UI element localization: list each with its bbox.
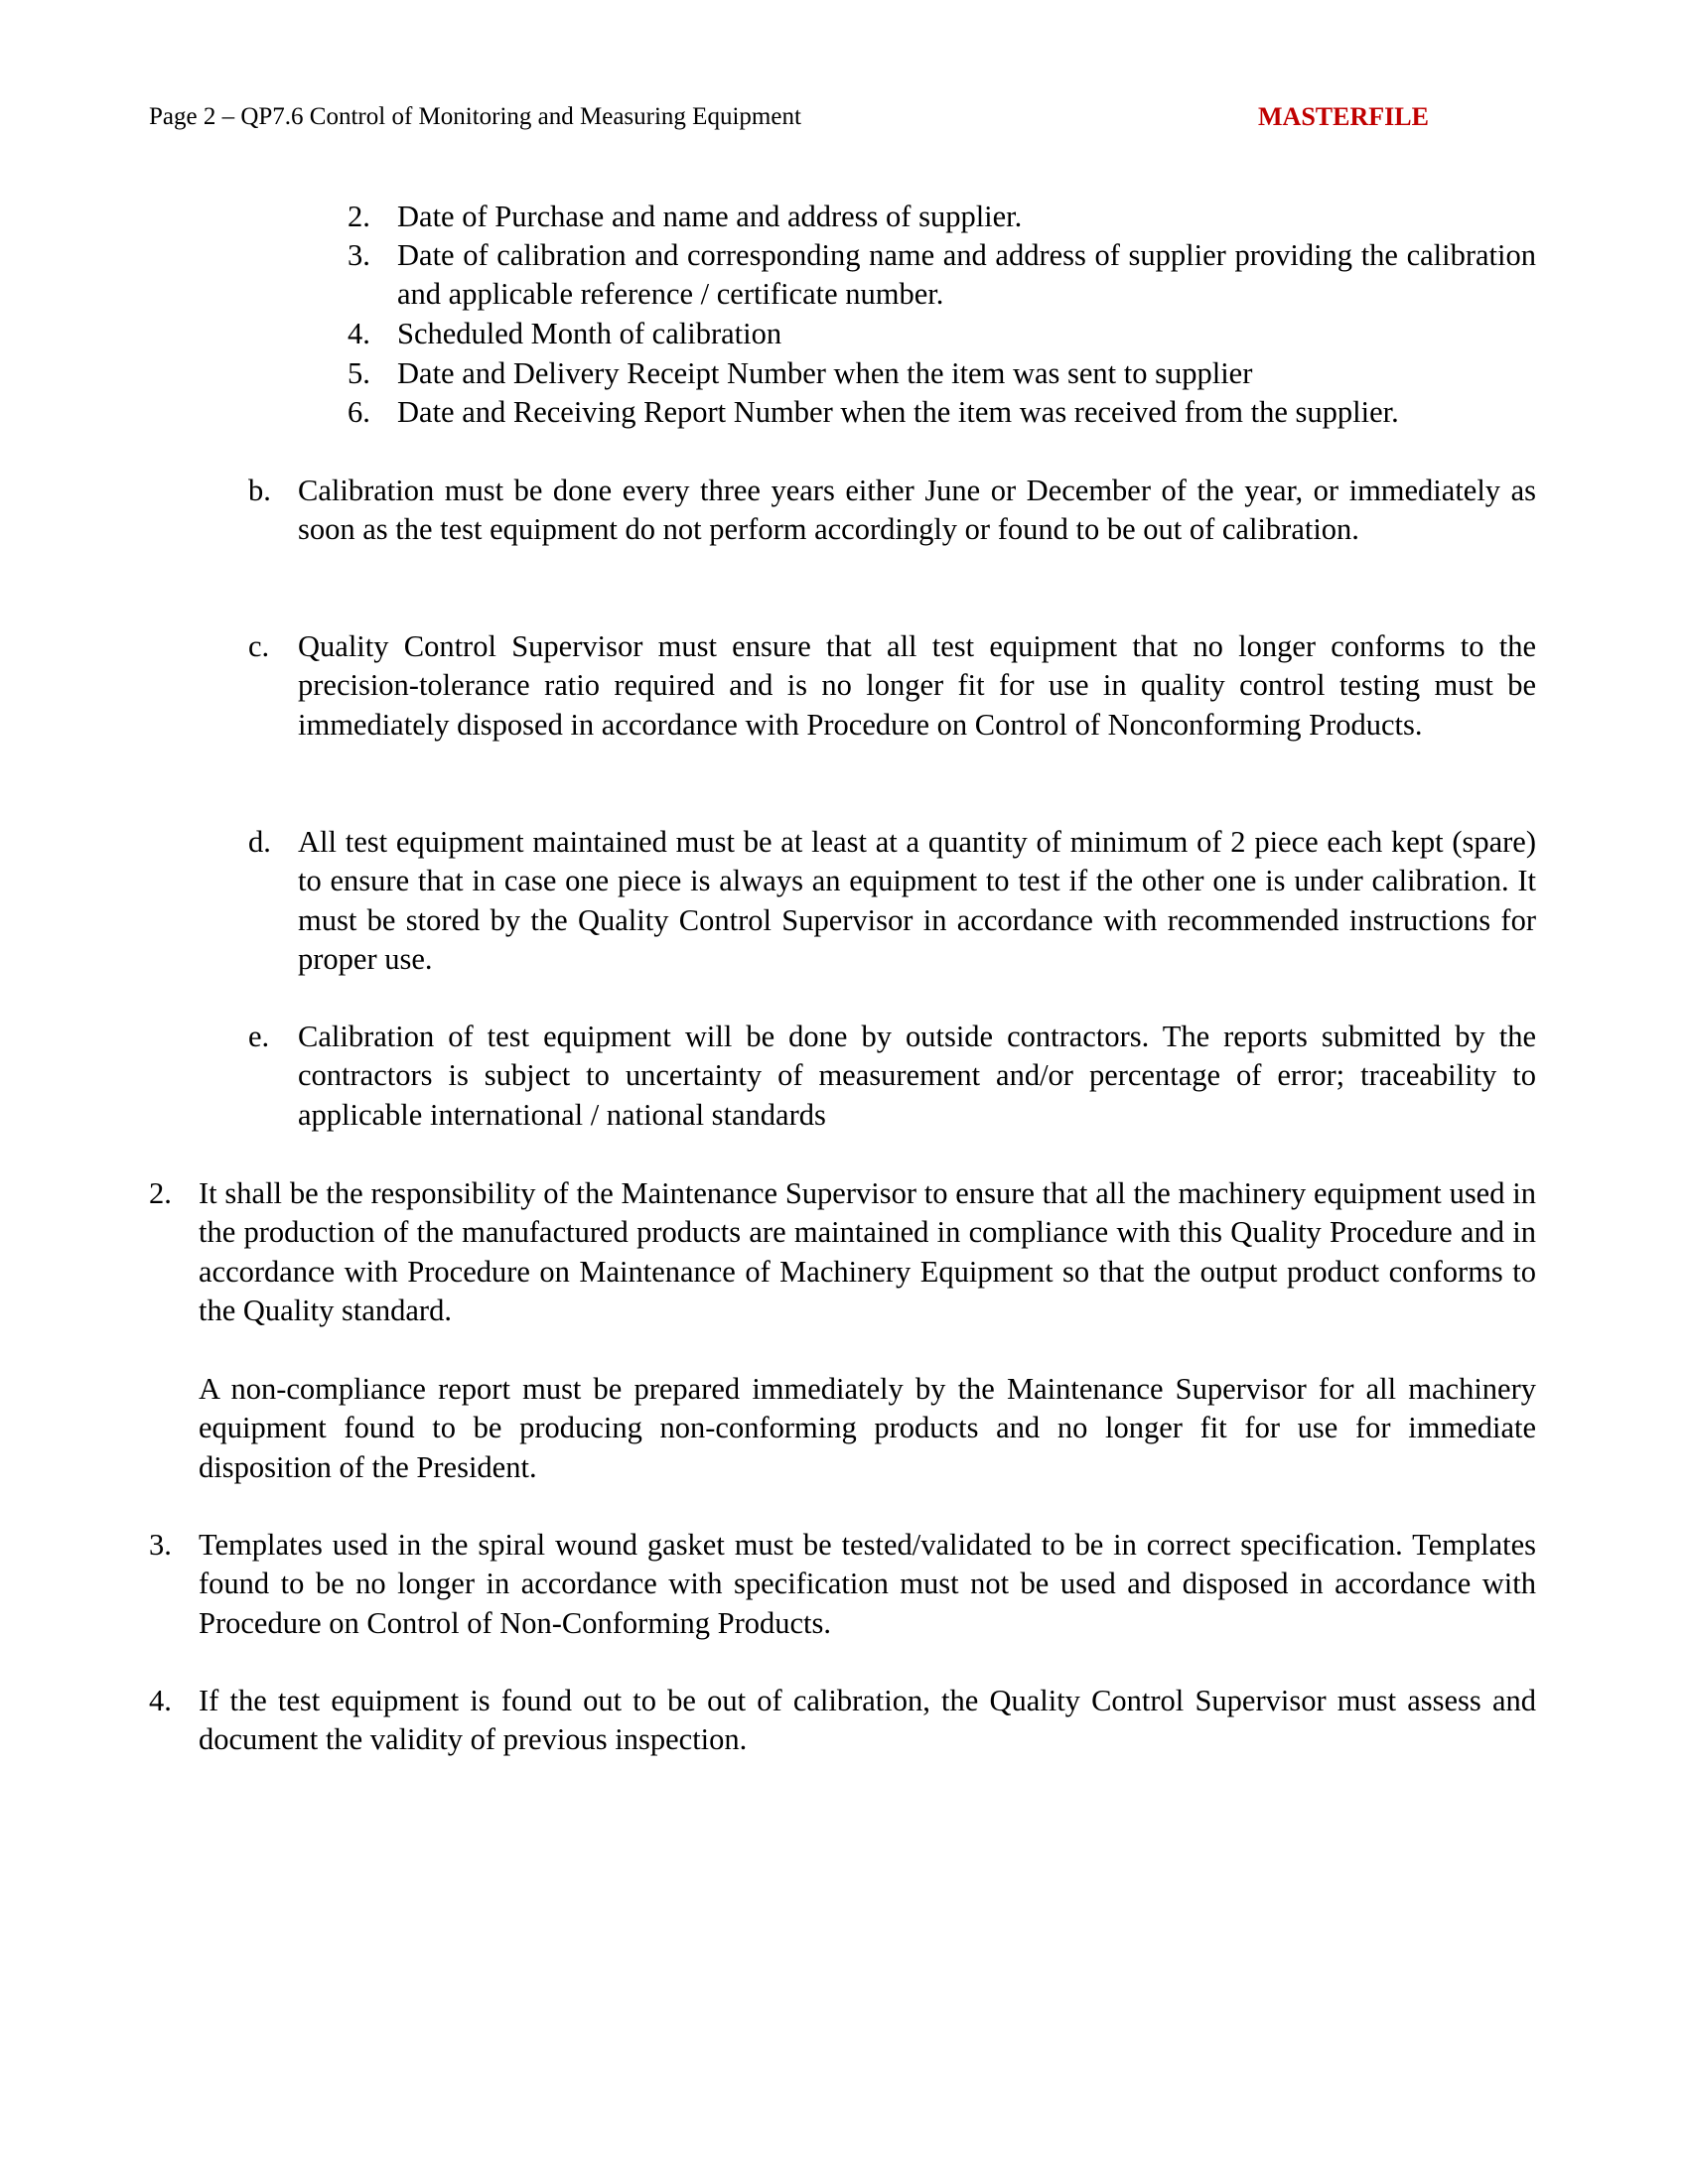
list-text: Calibration of test equipment will be done by outside contractors. The reports submitted by the contractors is subject to uncertainty of measurement and/or percentage of error; traceability to applicable international / national standards (298, 1020, 1536, 1132)
list-text: Quality Control Supervisor must ensure that all test equipment that no longer conforms to the precision-tolerance ratio required and is no longer fit for use in quality control testing must be immediately disposed in accordance with Procedure on Control of Nonconforming Products. (298, 629, 1536, 742)
list-number: 5. (348, 356, 370, 390)
page-header (149, 101, 1440, 137)
list-text: Calibration must be done every three years either June or December of the year, or immediately as soon as the test equipment do not perform accordingly or found to be out of calibration. (298, 474, 1536, 547)
list-number: 4. (348, 317, 370, 350)
list-number: 2. (149, 1176, 172, 1210)
list-text: Date of calibration and corresponding name and address of supplier providing the calibration and applicable reference / certificate number. (397, 238, 1536, 312)
list-text: Scheduled Month of calibration (397, 317, 782, 350)
list-letter: e. (248, 1020, 270, 1053)
list-number: 3. (149, 1528, 172, 1562)
list-text: If the test equipment is found out to be out of calibration, the Quality Control Supervisor must assess and document the validity of previous inspection. (199, 1684, 1536, 1757)
masterfile-stamp: MASTERFILE (1258, 102, 1429, 131)
list-text: A non-compliance report must be prepared immediately by the Maintenance Supervisor for all machinery equipment found to be producing non-conforming products and no longer fit for use for immediate disposition of the President. (199, 1372, 1536, 1484)
list-number: 3. (348, 238, 370, 272)
list-number: 4. (149, 1684, 172, 1717)
list-letter: b. (248, 474, 271, 507)
list-text: All test equipment maintained must be at least at a quantity of minimum of 2 piece each kept (spare) to ensure that in case one piece is always an equipment to test if the other one is under calibration. It must be stored by the Quality Control Supervisor in accordance with recommended instructions for proper use. (298, 825, 1536, 977)
list-number: 2. (348, 200, 370, 233)
list-text: It shall be the responsibility of the Maintenance Supervisor to ensure that all the machinery equipment used in the production of the manufactured products are maintained in compliance with this Quality Procedure and in accordance with Procedure on Maintenance of Machinery Equipment so that the output product conforms to the Quality standard. (199, 1176, 1536, 1328)
list-text: Date and Delivery Receipt Number when the item was sent to supplier (397, 356, 1253, 390)
list-text: Templates used in the spiral wound gasket must be tested/validated to be in correct specification. Templates found to be no longer in accordance with specification must not be used and disposed in accordance with Procedure on Control of Non-Conforming Products. (199, 1528, 1536, 1640)
header-title: Page 2 – QP7.6 Control of Monitoring and Measuring Equipment (149, 103, 801, 130)
list-letter: d. (248, 825, 271, 859)
list-text: Date and Receiving Report Number when the item was received from the supplier. (397, 395, 1399, 429)
list-text: Date of Purchase and name and address of supplier. (397, 200, 1023, 233)
list-number: 6. (348, 395, 370, 429)
list-letter: c. (248, 629, 270, 663)
